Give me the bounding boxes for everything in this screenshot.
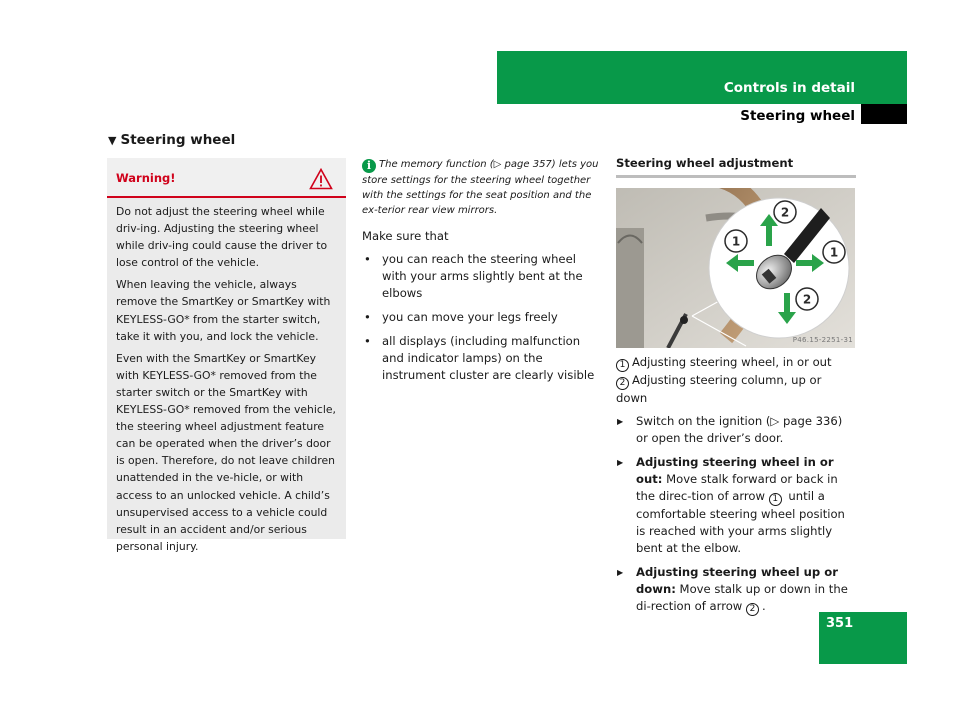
- legend-item: 2 Adjusting steering column, up or down: [616, 373, 822, 405]
- right-column: [616, 156, 856, 623]
- list-item: • all displays (including malfunction and indicator lamps) on the instrument cluster are clearly visible: [362, 333, 602, 384]
- list-item: • you can reach the steering wheel with your arms slightly bent at the elbows: [362, 251, 602, 302]
- figure-label: 2: [780, 205, 790, 220]
- page-ref-arrow-icon: ▷: [493, 159, 502, 170]
- number-circle: 1: [616, 359, 629, 372]
- bullet-list: [362, 251, 602, 384]
- instruction-step: ▶ Switch on the ignition (▷ page 336) or open the driver’s door.: [616, 413, 856, 447]
- number-circle: 1: [769, 493, 782, 506]
- warning-body: [107, 198, 346, 555]
- warning-paragraph: Do not adjust the steering wheel while driv-ing. Adjusting the steering wheel while driv-ing could cause the driver to lose control of the vehicle.: [116, 205, 328, 270]
- steering-illustration: [616, 188, 855, 348]
- triangle-down-icon: ▼: [108, 134, 117, 147]
- warning-label: Warning!: [116, 171, 176, 185]
- middle-column: [362, 157, 602, 391]
- list-item: • you can move your legs freely: [362, 309, 602, 326]
- warning-paragraph: When leaving the vehicle, always remove the SmartKey or SmartKey with KEYLESS-GO* from the starter switch, take it with you, and lock the vehicle.: [116, 278, 331, 343]
- warning-triangle-icon: [309, 168, 333, 190]
- page-ref-arrow-icon: ▷: [770, 414, 780, 428]
- instruction-step: ▶ Adjusting steering wheel up or down: Move stalk up or down in the di-rection of arrow 2 .: [616, 564, 856, 616]
- warning-paragraph: Even with the SmartKey or SmartKey with KEYLESS-GO* removed from the starter switch or the SmartKey with KEYLESS-GO* removed from the vehicle, the steering wheel adjustment feature can be operated when the driver’s door is open. Therefore, do not leave children unattended in the ve-hicle, or with access to an unlocked vehicle. A child’s unsupervised access to a vehicle could result in an accident and/or serious personal injury.: [116, 351, 336, 553]
- info-note: i The memory function (▷ page 357) lets you store settings for the steering wheel together with the settings for the seat position and the ex-terior rear view mirrors.: [362, 159, 599, 216]
- page-title: ▼ Steering wheel: [108, 132, 236, 148]
- page-number: 351: [826, 616, 854, 631]
- number-circle: 2: [616, 377, 629, 390]
- figure-label: 1: [731, 234, 741, 249]
- figure-label: 1: [829, 245, 839, 260]
- header-tab-marker: [861, 104, 907, 124]
- instruction-list: [616, 413, 856, 616]
- warning-header: [107, 158, 346, 198]
- chapter-title: Controls in detail: [723, 80, 855, 96]
- steering-figure: [616, 188, 855, 348]
- info-icon: i: [362, 159, 376, 173]
- figure-label: 2: [802, 292, 812, 307]
- figure-code: P46.15-2251-31: [792, 336, 853, 344]
- legend-item: 1 Adjusting steering wheel, in or out: [616, 354, 856, 372]
- page-reference[interactable]: page 336) or open the driver’s door.: [636, 414, 843, 445]
- page-reference[interactable]: page 357): [501, 159, 556, 170]
- subsection-title: Steering wheel adjustment: [616, 156, 856, 178]
- header-bar: [497, 51, 907, 104]
- figure-legend: [616, 354, 856, 407]
- dashboard: [616, 228, 644, 348]
- intro-text: Make sure that: [362, 229, 449, 243]
- warning-box: [107, 158, 346, 553]
- instruction-step: ▶ Adjusting steering wheel in or out: Move stalk forward or back in the direc-tion of arrow 1 until a comfortable steering wheel position is reached with your arms slightly bent at the elbow.: [616, 454, 856, 557]
- number-circle: 2: [746, 603, 759, 616]
- section-header: Steering wheel: [740, 108, 855, 124]
